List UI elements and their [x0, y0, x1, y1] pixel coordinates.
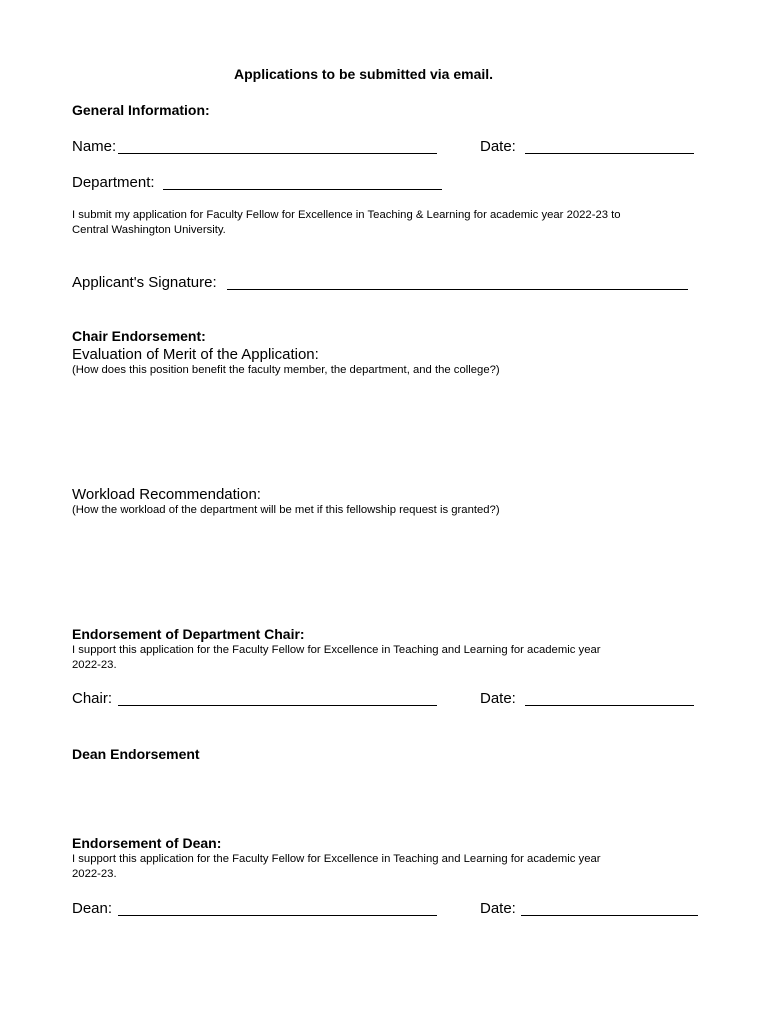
name-label: Name:: [72, 138, 117, 155]
dean-endorsement-heading: Dean Endorsement: [72, 746, 200, 762]
chair-date-field[interactable]: [525, 705, 694, 706]
dean-signature-field[interactable]: [118, 915, 437, 916]
applicant-statement-line1: I submit my application for Faculty Fellow for Excellence in Teaching & Learning for academic year 2022-23 to: [72, 209, 621, 221]
dean-statement-line2: 2022-23.: [72, 868, 117, 880]
department-field[interactable]: [163, 189, 442, 190]
signature-label: Applicant's Signature:: [72, 274, 217, 291]
merit-evaluation-label: Evaluation of Merit of the Application:: [72, 346, 319, 363]
chair-date-label: Date:: [480, 690, 516, 707]
signature-field[interactable]: [227, 289, 688, 290]
workload-recommendation-label: Workload Recommendation:: [72, 486, 261, 503]
merit-evaluation-area[interactable]: [72, 382, 692, 482]
workload-recommendation-hint: (How the workload of the department will be met if this fellowship request is granted?): [72, 504, 500, 516]
page-title: Applications to be submitted via email.: [234, 66, 494, 82]
name-field[interactable]: [118, 153, 437, 154]
dean-endorsement-of-heading: Endorsement of Dean:: [72, 835, 222, 851]
dept-chair-statement-line2: 2022-23.: [72, 659, 117, 671]
department-label: Department:: [72, 174, 155, 191]
chair-signature-field[interactable]: [118, 705, 437, 706]
date-field[interactable]: [525, 153, 694, 154]
general-information-heading: General Information:: [72, 102, 210, 118]
dean-label: Dean:: [72, 900, 113, 917]
chair-endorsement-heading: Chair Endorsement:: [72, 328, 206, 344]
dean-date-field[interactable]: [521, 915, 698, 916]
dean-date-label: Date:: [480, 900, 516, 917]
dept-chair-statement-line1: I support this application for the Faculty Fellow for Excellence in Teaching and Learning for academic year: [72, 644, 601, 656]
workload-recommendation-area[interactable]: [72, 522, 692, 622]
dept-chair-endorsement-heading: Endorsement of Department Chair:: [72, 626, 305, 642]
merit-evaluation-hint: (How does this position benefit the faculty member, the department, and the college?): [72, 364, 500, 376]
chair-label: Chair:: [72, 690, 113, 707]
applicant-statement-line2: Central Washington University.: [72, 224, 226, 236]
dean-statement-line1: I support this application for the Faculty Fellow for Excellence in Teaching and Learning for academic year: [72, 853, 601, 865]
date-label: Date:: [480, 138, 516, 155]
